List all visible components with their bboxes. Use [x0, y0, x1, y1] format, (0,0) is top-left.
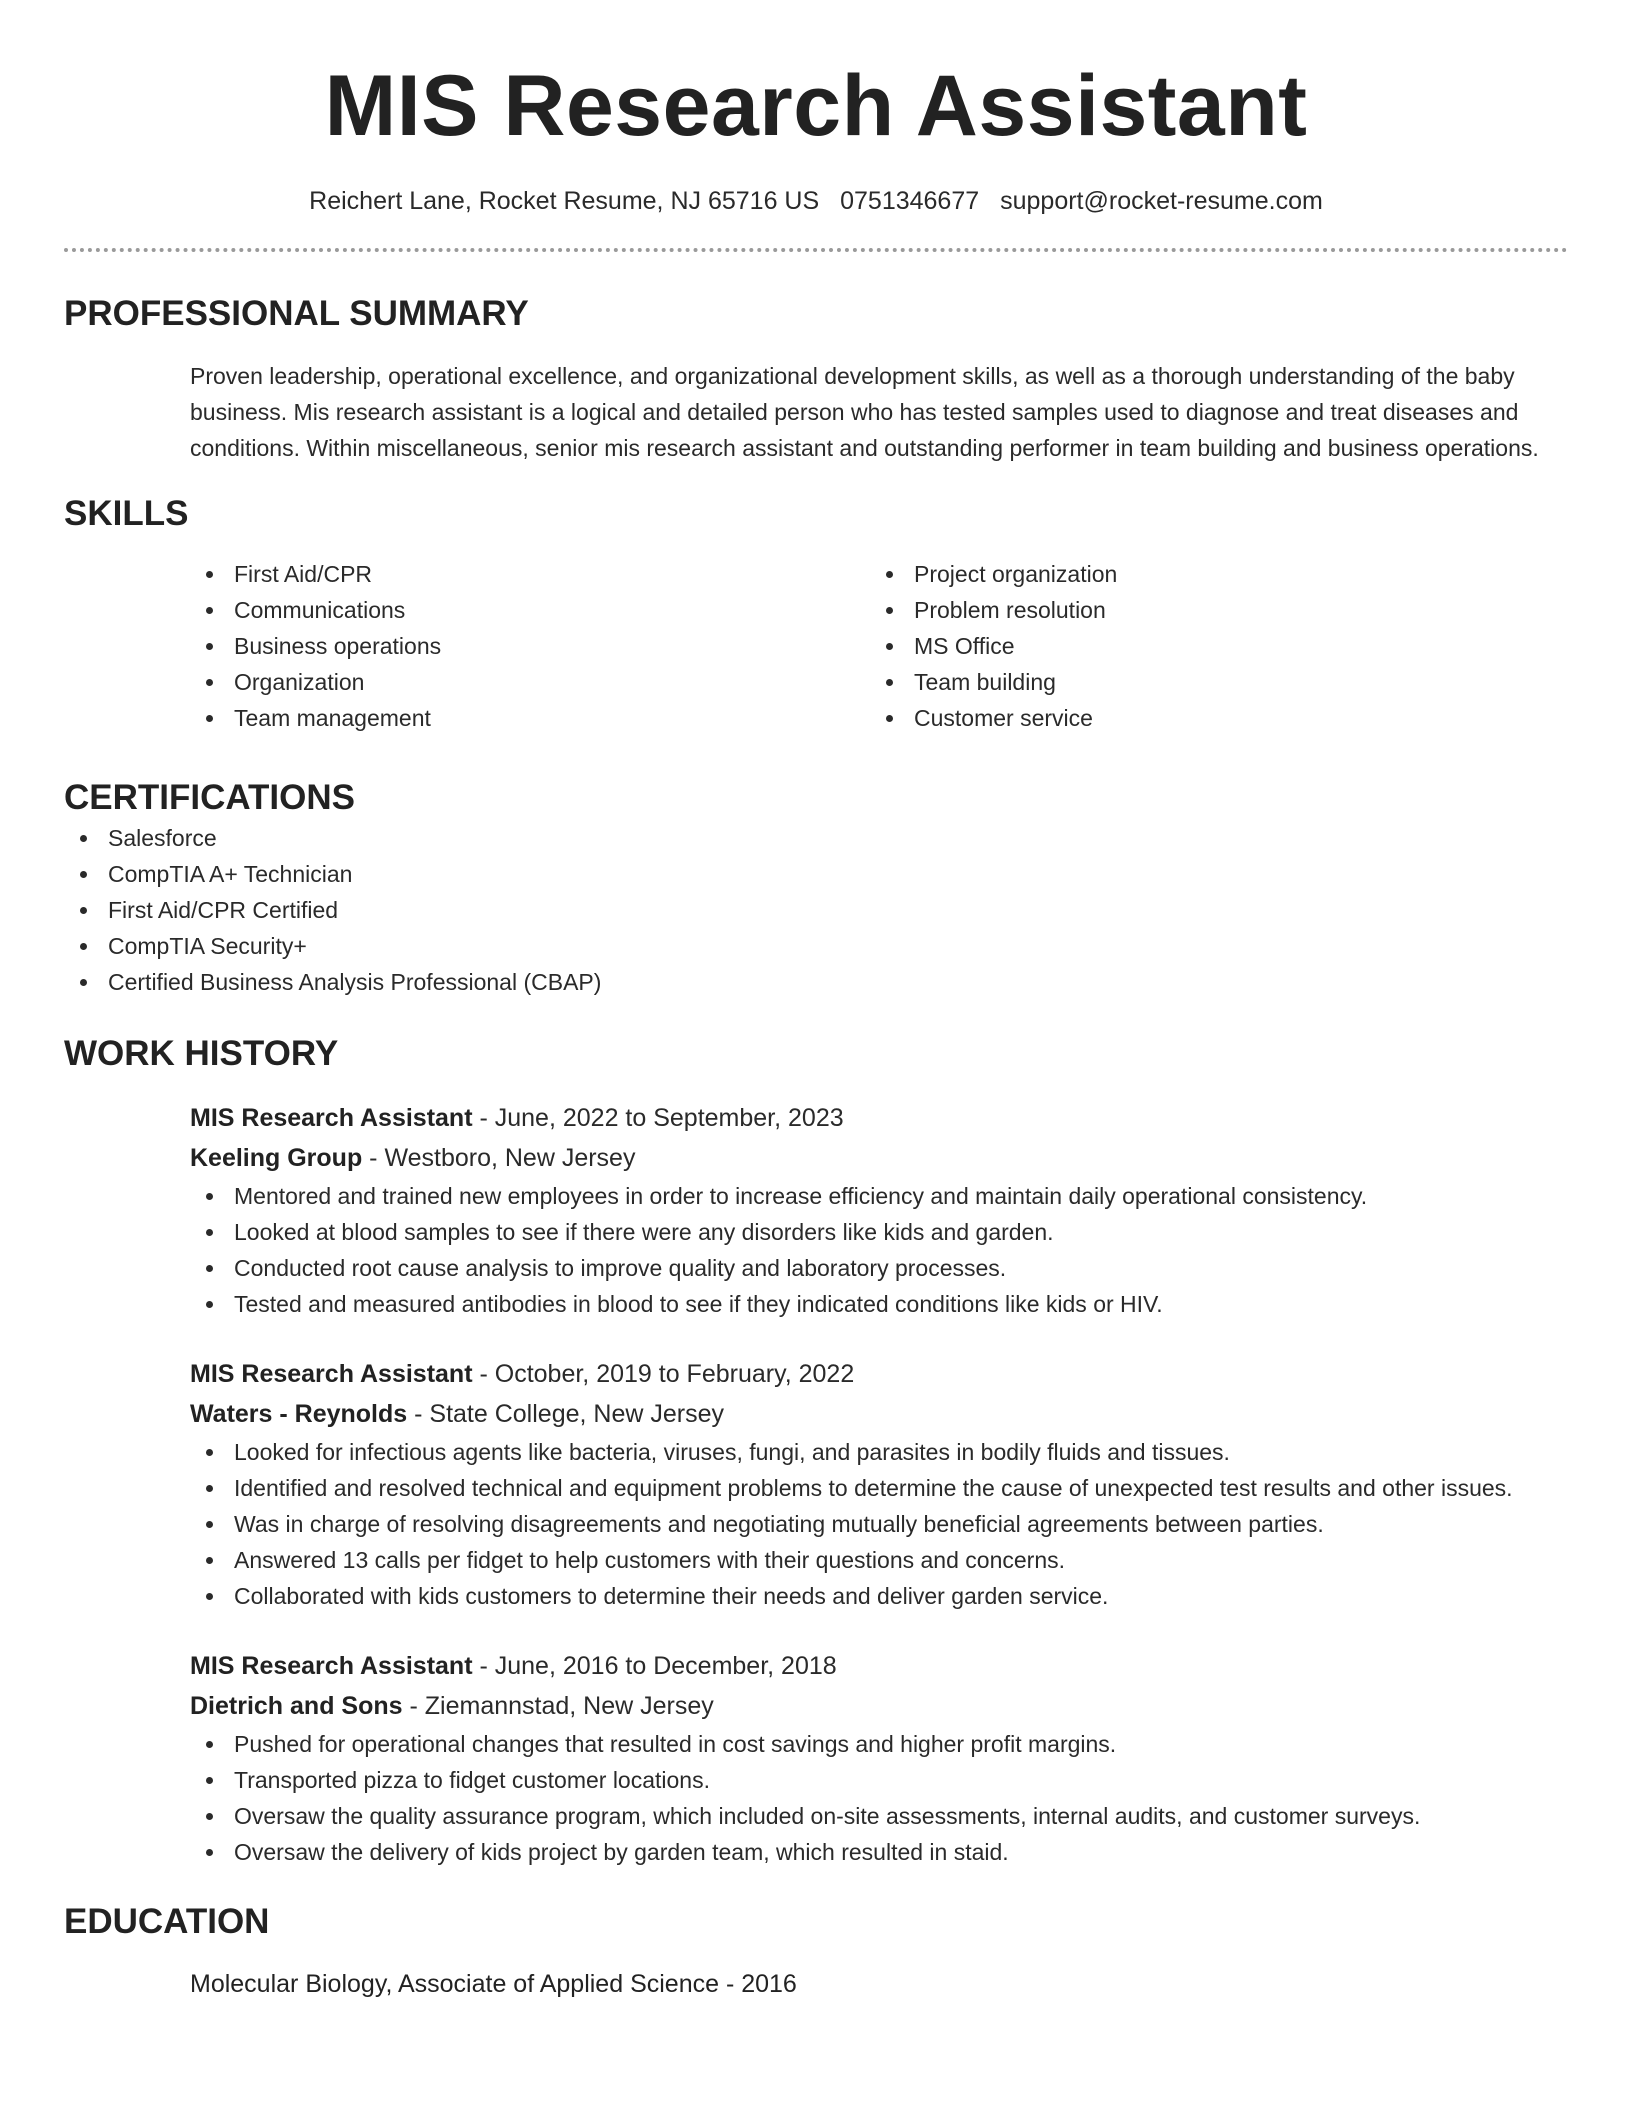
job-role: MIS Research Assistant: [190, 1652, 473, 1680]
job-bullets: [190, 1726, 1568, 1870]
section-skills: [64, 492, 1568, 736]
job-title-line: [190, 1646, 1568, 1686]
certifications-list: [64, 820, 1568, 1000]
job-company: Waters - Reynolds: [190, 1400, 408, 1428]
summary-heading: PROFESSIONAL SUMMARY: [64, 294, 529, 333]
job-entry: [190, 1646, 1568, 1870]
job-company-line: [190, 1394, 1568, 1434]
skill-item: Communications: [190, 592, 870, 628]
job-role: MIS Research Assistant: [190, 1104, 473, 1132]
job-bullet: Answered 13 calls per fidget to help customers with their questions and concerns.: [190, 1542, 1568, 1578]
education-heading: EDUCATION: [64, 1902, 270, 1941]
work-history-heading: WORK HISTORY: [64, 1034, 339, 1073]
job-company: Dietrich and Sons: [190, 1692, 403, 1720]
contact-address: Reichert Lane, Rocket Resume, NJ 65716 US: [309, 187, 820, 215]
skills-heading: SKILLS: [64, 494, 189, 533]
contact-email[interactable]: support@rocket-resume.com: [1000, 187, 1323, 215]
job-company-line: [190, 1686, 1568, 1726]
skill-item: Team building: [870, 664, 1550, 700]
skills-grid: [190, 556, 1568, 736]
certification-item: Salesforce: [64, 820, 1568, 856]
skill-item: Project organization: [870, 556, 1550, 592]
summary-text: Proven leadership, operational excellence, and organizational development skills, as well as a thorough understanding of the baby business. Mis research assistant is a logical and detailed person who has tested samples used to diagnose and treat diseases and conditions. Within miscellaneous, senior mis research assistant and outstanding performer in team building and business operations.: [190, 363, 1539, 461]
section-certifications: [64, 776, 1568, 1000]
job-location: - Ziemannstad, New Jersey: [402, 1692, 714, 1720]
resume-name: MIS Research Assistant: [324, 58, 1308, 154]
job-title-line: [190, 1098, 1568, 1138]
job-bullets: [190, 1434, 1568, 1614]
skills-column-left: [190, 556, 870, 736]
job-bullet: Looked for infectious agents like bacteria, viruses, fungi, and parasites in bodily fluids and tissues.: [190, 1434, 1568, 1470]
job-bullet: Looked at blood samples to see if there were any disorders like kids and garden.: [190, 1214, 1568, 1250]
skill-item: Problem resolution: [870, 592, 1550, 628]
section-summary: [64, 292, 1568, 466]
skill-item: Business operations: [190, 628, 870, 664]
job-role: MIS Research Assistant: [190, 1360, 473, 1388]
job-location: - State College, New Jersey: [407, 1400, 724, 1428]
contact-line: [64, 184, 1568, 218]
job-bullet: Tested and measured antibodies in blood to see if they indicated conditions like kids or HIV.: [190, 1286, 1568, 1322]
certification-item: First Aid/CPR Certified: [64, 892, 1568, 928]
skills-column-right: [870, 556, 1550, 736]
job-location: - Westboro, New Jersey: [362, 1144, 636, 1172]
job-entry: [190, 1354, 1568, 1614]
job-bullet: Oversaw the quality assurance program, which included on-site assessments, internal audits, and customer surveys.: [190, 1798, 1568, 1834]
job-dates: - June, 2016 to December, 2018: [472, 1652, 837, 1680]
skill-item: Customer service: [870, 700, 1550, 736]
certifications-heading: CERTIFICATIONS: [64, 778, 356, 817]
skill-item: MS Office: [870, 628, 1550, 664]
contact-phone: 0751346677: [840, 187, 980, 215]
resume-page: [64, 0, 1568, 2004]
job-bullet: Mentored and trained new employees in order to increase efficiency and maintain daily operational consistency.: [190, 1178, 1568, 1214]
job-bullet: Transported pizza to fidget customer locations.: [190, 1762, 1568, 1798]
job-dates: - June, 2022 to September, 2023: [472, 1104, 844, 1132]
job-company-line: [190, 1138, 1568, 1178]
education-entry: Molecular Biology, Associate of Applied Science - 2016: [190, 1970, 797, 1998]
job-entry: [190, 1098, 1568, 1322]
job-bullet: Conducted root cause analysis to improve quality and laboratory processes.: [190, 1250, 1568, 1286]
job-bullets: [190, 1178, 1568, 1322]
job-bullet: Collaborated with kids customers to determine their needs and deliver garden service.: [190, 1578, 1568, 1614]
skill-item: Team management: [190, 700, 870, 736]
job-title-line: [190, 1354, 1568, 1394]
job-bullet: Was in charge of resolving disagreements and negotiating mutually beneficial agreements between parties.: [190, 1506, 1568, 1542]
job-dates: - October, 2019 to February, 2022: [472, 1360, 855, 1388]
job-bullet: Identified and resolved technical and equipment problems to determine the cause of unexpected test results and other issues.: [190, 1470, 1568, 1506]
job-bullet: Pushed for operational changes that resulted in cost savings and higher profit margins.: [190, 1726, 1568, 1762]
certification-item: CompTIA A+ Technician: [64, 856, 1568, 892]
section-work-history: [64, 1032, 1568, 1870]
certification-item: CompTIA Security+: [64, 928, 1568, 964]
header-divider: [64, 248, 1568, 252]
certification-item: Certified Business Analysis Professional (CBAP): [64, 964, 1568, 1000]
skill-item: Organization: [190, 664, 870, 700]
section-education: [64, 1900, 1568, 2004]
job-bullet: Oversaw the delivery of kids project by garden team, which resulted in staid.: [190, 1834, 1568, 1870]
job-company: Keeling Group: [190, 1144, 363, 1172]
skill-item: First Aid/CPR: [190, 556, 870, 592]
